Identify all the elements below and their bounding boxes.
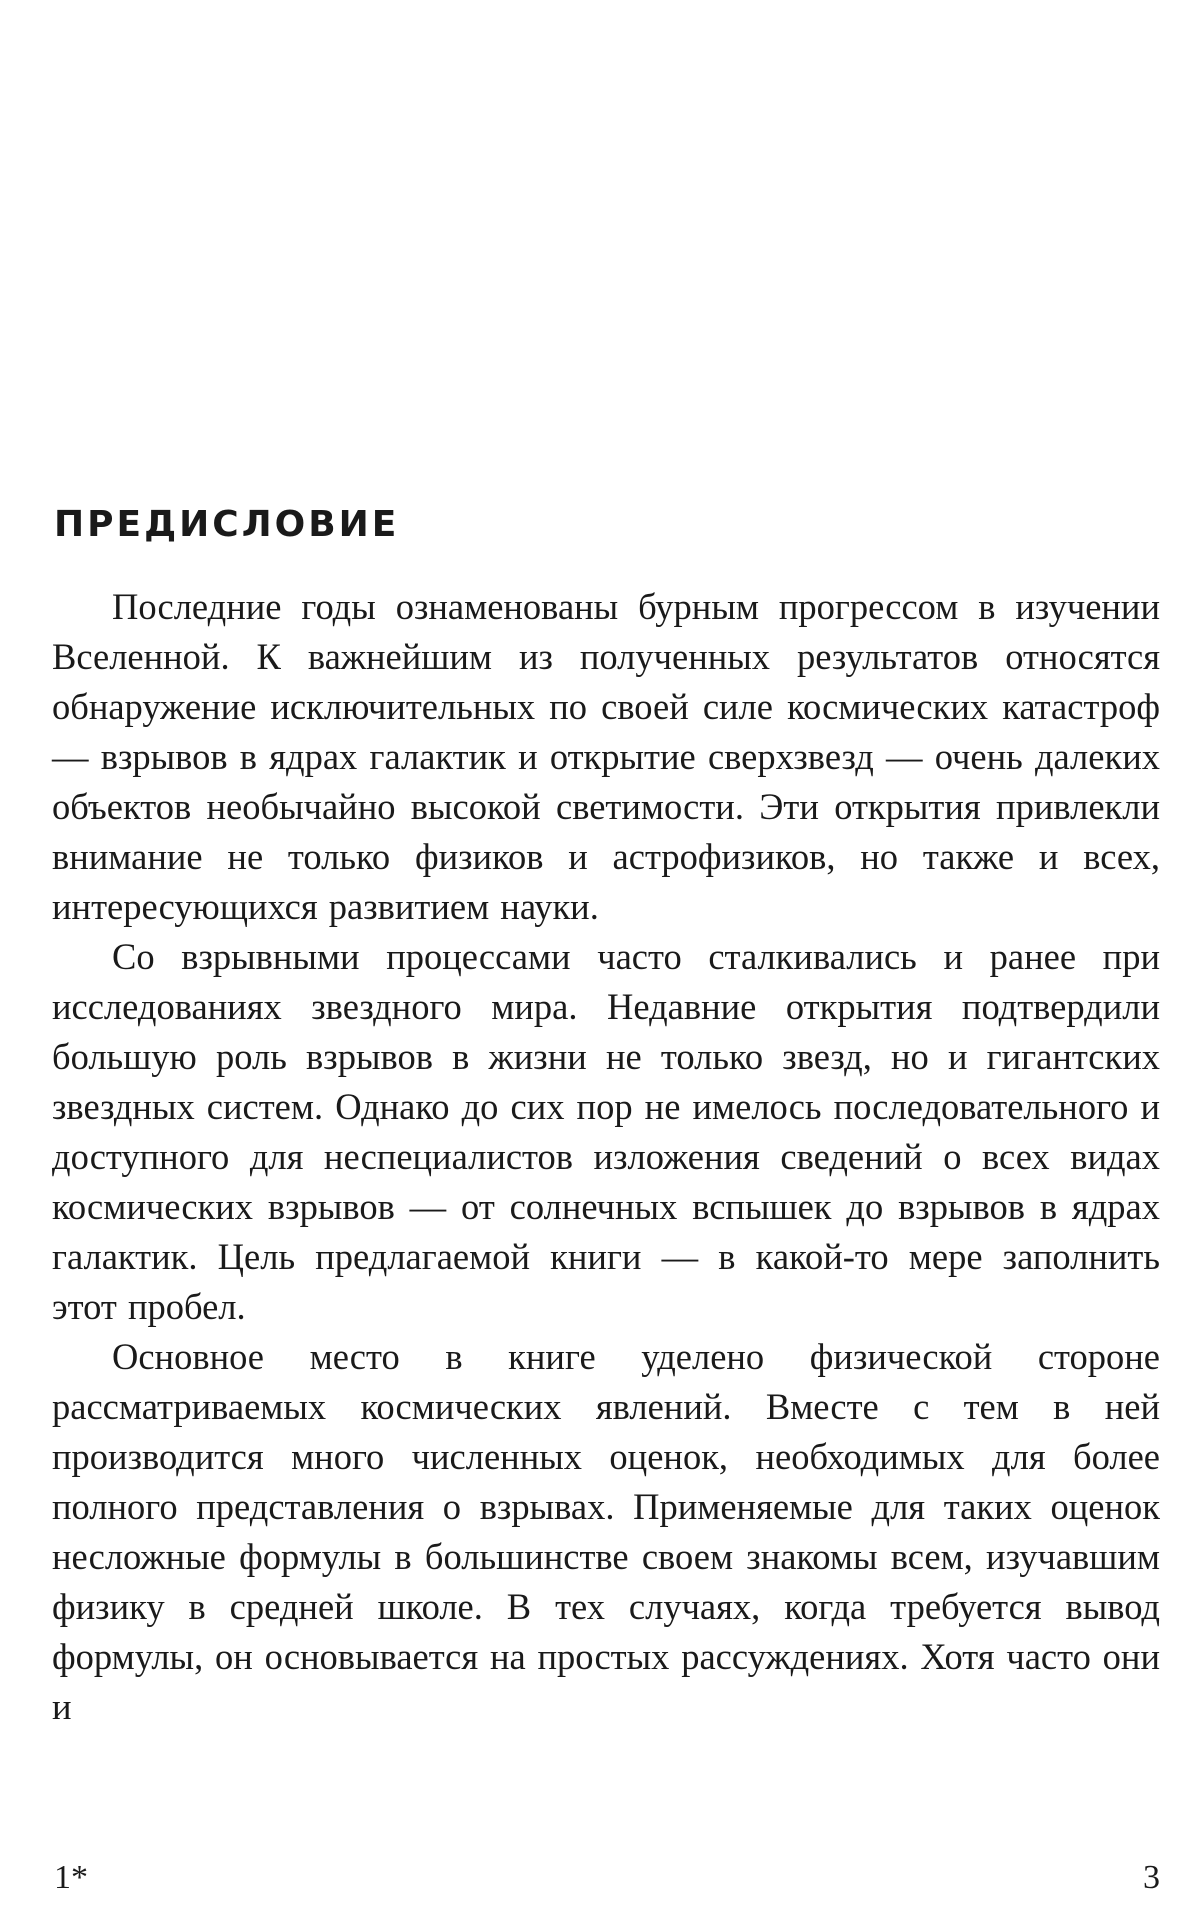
paragraph: Со взрывными процессами часто сталкивались и ранее при исследованиях звездного мира. Недавние открытия подтвердили большую роль взрывов в жизни не только звезд, но и гигантских звездных систем. Однако до сих пор не имелось последовательного и доступного для неспециалистов изложения сведений о всех видах космических взрывов — от солнечных вспышек до взрывов в ядрах галактик. Цель предлагаемой книги — в какой-то мере заполнить этот пробел.	[52, 936, 1160, 1327]
paragraph: Основное место в книге уделено физической стороне рассматриваемых космических явлений. Вместе с тем в ней производится много численных оценок, необходимых для более полного представления о взрывах. Применяемые для таких оценок несложные формулы в большинстве своем знакомы всем, изучавшим физику в средней школе. В тех случаях, когда требуется вывод формулы, он основывается на простых рассуждениях. Хотя часто они и	[52, 1336, 1160, 1727]
body-text	[52, 582, 1160, 1732]
page-title: ПРЕДИСЛОВИЕ	[54, 504, 400, 545]
page-number: 3	[1143, 1859, 1160, 1896]
signature-mark: 1*	[54, 1859, 88, 1896]
paragraph: Последние годы ознаменованы бурным прогрессом в изучении Вселенной. К важнейшим из полученных результатов относятся обнаружение исключительных по своей силе космических катастроф — взрывов в ядрах галактик и открытие сверхзвезд — очень далеких объектов необычайно высокой светимости. Эти открытия привлекли внимание не только физиков и астрофизиков, но также и всех, интересующихся развитием науки.	[52, 586, 1160, 927]
